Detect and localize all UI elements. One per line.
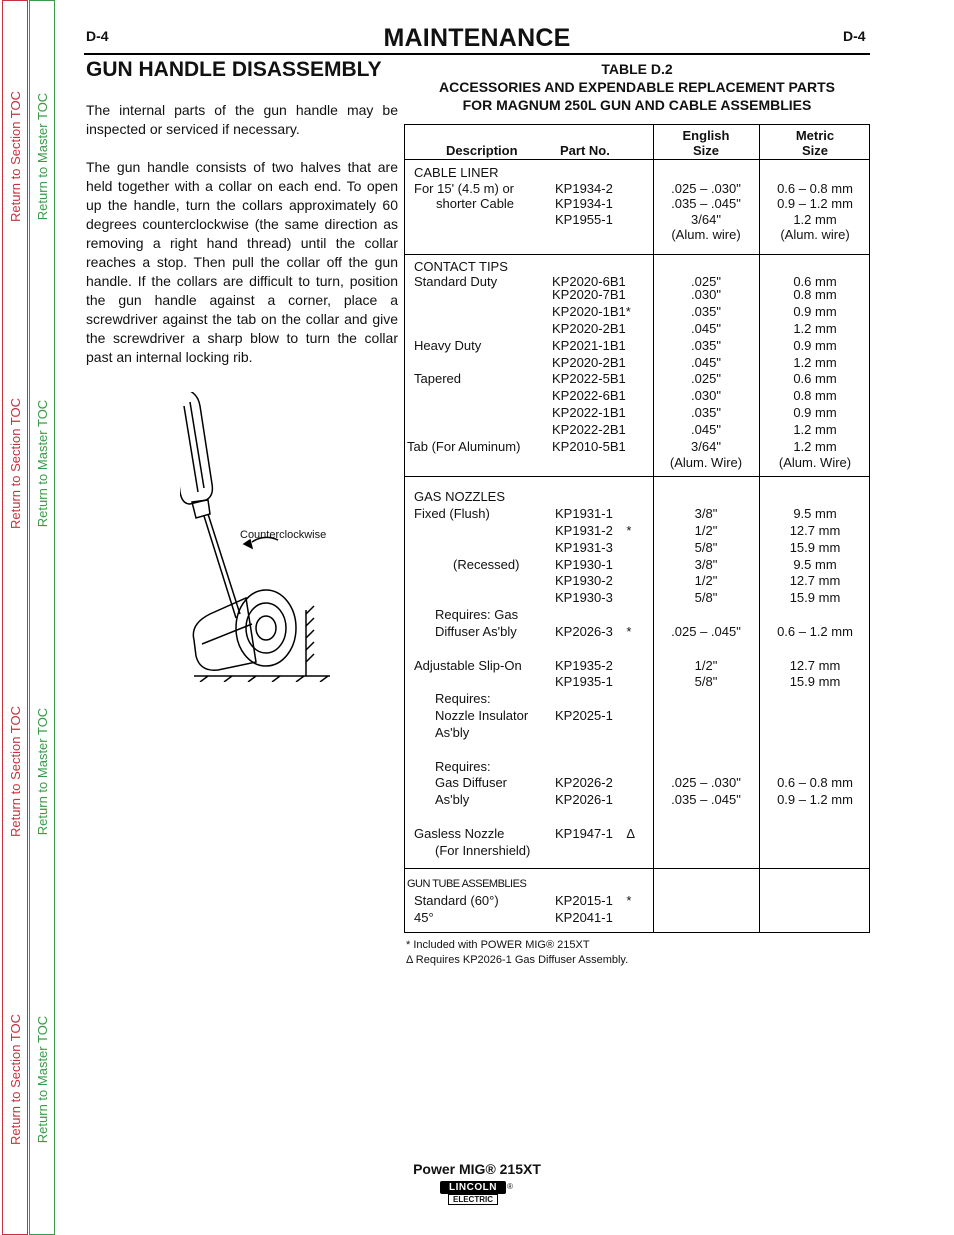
row-metric: 12.7 mm (789, 573, 841, 588)
row-desc: Tapered (414, 371, 461, 386)
row-part: KP2022-1B1 (552, 405, 626, 420)
row-part: KP2020-6B1 (552, 274, 626, 289)
return-to-master-toc-link[interactable] (30, 348, 56, 578)
logo-registered-mark: ® (507, 1182, 513, 1191)
row-part: KP1934-2 (555, 181, 613, 196)
row-desc: (Recessed) (453, 557, 520, 572)
table-group-divider (404, 868, 870, 869)
row-english: 3/64" (691, 212, 721, 227)
row-part: KP1934-1 (555, 196, 613, 211)
return-to-master-toc-link[interactable] (30, 656, 56, 886)
col-header-metric-size: Size (801, 143, 828, 158)
row-english: .035" (691, 338, 721, 353)
product-model: Power MIG® 215XT (413, 1161, 541, 1177)
row-part: KP2020-7B1 (552, 287, 626, 302)
row-english: .035 – .045" (671, 196, 741, 211)
row-desc: For 15' (4.5 m) or (414, 181, 515, 196)
row-part: KP1931-2 * (555, 523, 632, 538)
link-label: Return to Section TOC (8, 397, 24, 529)
row-metric: 12.7 mm (789, 523, 841, 538)
row-desc: 45° (414, 910, 434, 925)
row-metric: 0.6 – 1.2 mm (777, 624, 853, 639)
footnote-star: * Included with POWER MIG® 215XT (406, 939, 590, 951)
row-english: .045" (691, 321, 721, 336)
row-desc: CONTACT TIPS (414, 259, 508, 274)
row-part: KP2026-3 * (555, 624, 632, 639)
table-caption-subtitle: FOR MAGNUM 250L GUN AND CABLE ASSEMBLIES (462, 97, 812, 113)
counterclockwise-label: Counterclockwise (240, 529, 327, 541)
row-metric: 12.7 mm (789, 658, 841, 673)
section-toc-bar (2, 0, 28, 1235)
row-part: KP1955-1 (555, 212, 613, 227)
page-code-right: D-4 (843, 28, 866, 44)
section-title: GUN HANDLE DISASSEMBLY (86, 58, 382, 81)
row-english: .035" (691, 304, 721, 319)
return-to-section-toc-link[interactable] (3, 348, 29, 578)
link-label: Return to Section TOC (8, 1013, 24, 1145)
row-metric: 0.6 – 0.8 mm (777, 775, 853, 790)
row-metric: 0.9 mm (793, 405, 837, 420)
row-part: KP2041-1 (555, 910, 613, 925)
row-part: KP2021-1B1 (552, 338, 626, 353)
row-metric: (Alum. Wire) (778, 455, 852, 470)
logo-top-text: LINCOLN (440, 1181, 506, 1194)
page-title: MAINTENANCE (383, 24, 571, 52)
row-metric: 0.9 mm (793, 338, 837, 353)
row-english: (Alum. Wire) (669, 455, 743, 470)
table-group-divider (404, 254, 870, 255)
row-part: KP2026-2 (555, 775, 613, 790)
col-header-part-no: Part No. (560, 143, 610, 158)
row-part: KP1935-2 (555, 658, 613, 673)
row-part: KP1930-3 (555, 590, 613, 605)
row-desc: Gas Diffuser (435, 775, 508, 790)
row-english: 1/2" (694, 658, 718, 673)
footnote-delta: Δ Requires KP2026-1 Gas Diffuser Assembly. (406, 954, 629, 966)
header-rule (84, 53, 870, 55)
page-code-left: D-4 (86, 28, 109, 44)
master-toc-bar (29, 0, 55, 1235)
col-header-english: English (682, 128, 730, 143)
row-part: KP2020-2B1 (552, 321, 626, 336)
row-desc: (For Innershield) (435, 843, 531, 858)
row-desc: Heavy Duty (414, 338, 482, 353)
row-english: 3/64" (691, 439, 721, 454)
table-caption-title: ACCESSORIES AND EXPENDABLE REPLACEMENT PARTS (439, 79, 835, 95)
row-english: .025" (691, 371, 721, 386)
row-metric: 0.9 – 1.2 mm (777, 792, 853, 807)
row-metric: 1.2 mm (793, 212, 837, 227)
row-desc: Gasless Nozzle (414, 826, 505, 841)
row-english: 5/8" (694, 590, 718, 605)
row-english: .030" (691, 388, 721, 403)
row-desc: As'bly (435, 792, 470, 807)
link-label: Return to Section TOC (8, 705, 24, 837)
row-english: 1/2" (694, 523, 718, 538)
row-desc: Fixed (Flush) (414, 506, 490, 521)
row-desc: GUN TUBE ASSEMBLIES (407, 878, 527, 890)
row-part: KP1931-1 (555, 506, 613, 521)
row-english: 3/8" (694, 557, 718, 572)
row-metric: 9.5 mm (793, 557, 837, 572)
row-metric: 15.9 mm (789, 540, 841, 555)
row-part: KP2022-6B1 (552, 388, 626, 403)
row-desc: Tab (For Aluminum) (407, 439, 521, 454)
row-metric: 0.6 mm (793, 274, 837, 289)
row-english: .025" (691, 274, 721, 289)
row-metric: 15.9 mm (789, 674, 841, 689)
row-desc: Adjustable Slip-On (414, 658, 522, 673)
row-desc: shorter Cable (436, 196, 515, 211)
row-english: 5/8" (694, 540, 718, 555)
row-desc: Requires: Gas (435, 607, 519, 622)
paragraph-instructions: The gun handle consists of two halves that are held together with a collar on each end. To open up the handle, turn the collars approximately 60 degrees counterclockwise (the same direction as removing a right hand thread) until the collar reaches a stop. Then pull the collar off the gun handle. If the collars are difficult to turn, position the gun handle against a corner, place a screwdriver against the tab on the collar and give the screwdriver a sharp blow to turn the collar past an internal locking rib. (86, 159, 398, 365)
row-desc: Standard (60°) (414, 893, 499, 908)
return-to-master-toc-link[interactable] (30, 41, 56, 271)
row-english: .035 – .045" (671, 792, 741, 807)
row-metric: 15.9 mm (789, 590, 841, 605)
row-metric: 1.2 mm (793, 422, 837, 437)
row-desc: Requires: (435, 759, 491, 774)
return-to-section-toc-link[interactable] (3, 964, 29, 1194)
row-english: .025 – .045" (671, 624, 741, 639)
row-english: .025 – .030" (671, 181, 741, 196)
return-to-section-toc-link[interactable] (3, 41, 29, 271)
link-label: Return to Master TOC (35, 707, 51, 835)
row-part: KP1931-3 (555, 540, 613, 555)
row-english: .030" (691, 287, 721, 302)
row-english: .035" (691, 405, 721, 420)
row-part: KP2020-2B1 (552, 355, 626, 370)
paragraph-intro: The internal parts of the gun handle may be inspected or serviced if necessary. (86, 102, 398, 137)
table-group-divider (404, 476, 870, 477)
row-part: KP2020-1B1* (552, 304, 631, 319)
row-part: KP1930-2 (555, 573, 613, 588)
col-header-description: Description (446, 143, 518, 158)
row-part: KP2015-1 * (555, 893, 632, 908)
row-desc: Standard Duty (414, 274, 498, 289)
col-header-metric: Metric (795, 128, 835, 143)
link-label: Return to Master TOC (35, 399, 51, 527)
row-desc: Diffuser As'bly (435, 624, 517, 639)
row-part: KP1947-1 Δ (555, 826, 636, 841)
row-metric: 1.2 mm (793, 439, 837, 454)
row-metric: 0.8 mm (793, 388, 837, 403)
link-label: Return to Section TOC (8, 90, 24, 222)
table-caption-number: TABLE D.2 (601, 61, 673, 77)
row-desc: As'bly (435, 725, 470, 740)
table-header-divider (404, 159, 870, 160)
row-english: .045" (691, 355, 721, 370)
row-desc: Requires: (435, 691, 491, 706)
logo-bottom-text: ELECTRIC (448, 1194, 498, 1205)
row-english: .045" (691, 422, 721, 437)
return-to-section-toc-link[interactable] (3, 656, 29, 886)
row-metric: 0.9 mm (793, 304, 837, 319)
row-metric: 9.5 mm (793, 506, 837, 521)
row-part: KP1930-1 (555, 557, 613, 572)
row-english: 1/2" (694, 573, 718, 588)
return-to-master-toc-link[interactable] (30, 964, 56, 1194)
lincoln-electric-logo (440, 1181, 514, 1207)
row-part: KP2026-1 (555, 792, 613, 807)
row-desc: CABLE LINER (414, 165, 499, 180)
row-part: KP1935-1 (555, 674, 613, 689)
row-metric: 1.2 mm (793, 321, 837, 336)
row-english: .025 – .030" (671, 775, 741, 790)
row-desc: GAS NOZZLES (414, 489, 506, 504)
row-metric: 0.8 mm (793, 287, 837, 302)
row-metric: 0.6 – 0.8 mm (777, 181, 853, 196)
col-header-english-size: Size (692, 143, 719, 158)
row-metric: (Alum. wire) (780, 227, 850, 242)
row-metric: 0.9 – 1.2 mm (777, 196, 853, 211)
row-part: KP2022-5B1 (552, 371, 626, 386)
row-metric: 0.6 mm (793, 371, 837, 386)
row-part: KP2022-2B1 (552, 422, 626, 437)
row-desc: Nozzle Insulator (435, 708, 529, 723)
row-part: KP2010-5B1 (552, 439, 626, 454)
link-label: Return to Master TOC (35, 1015, 51, 1143)
row-metric: 1.2 mm (793, 355, 837, 370)
link-label: Return to Master TOC (35, 92, 51, 220)
row-english: 3/8" (694, 506, 718, 521)
row-english: 5/8" (694, 674, 718, 689)
row-part: KP2025-1 (555, 708, 613, 723)
row-english: (Alum. wire) (671, 227, 741, 242)
